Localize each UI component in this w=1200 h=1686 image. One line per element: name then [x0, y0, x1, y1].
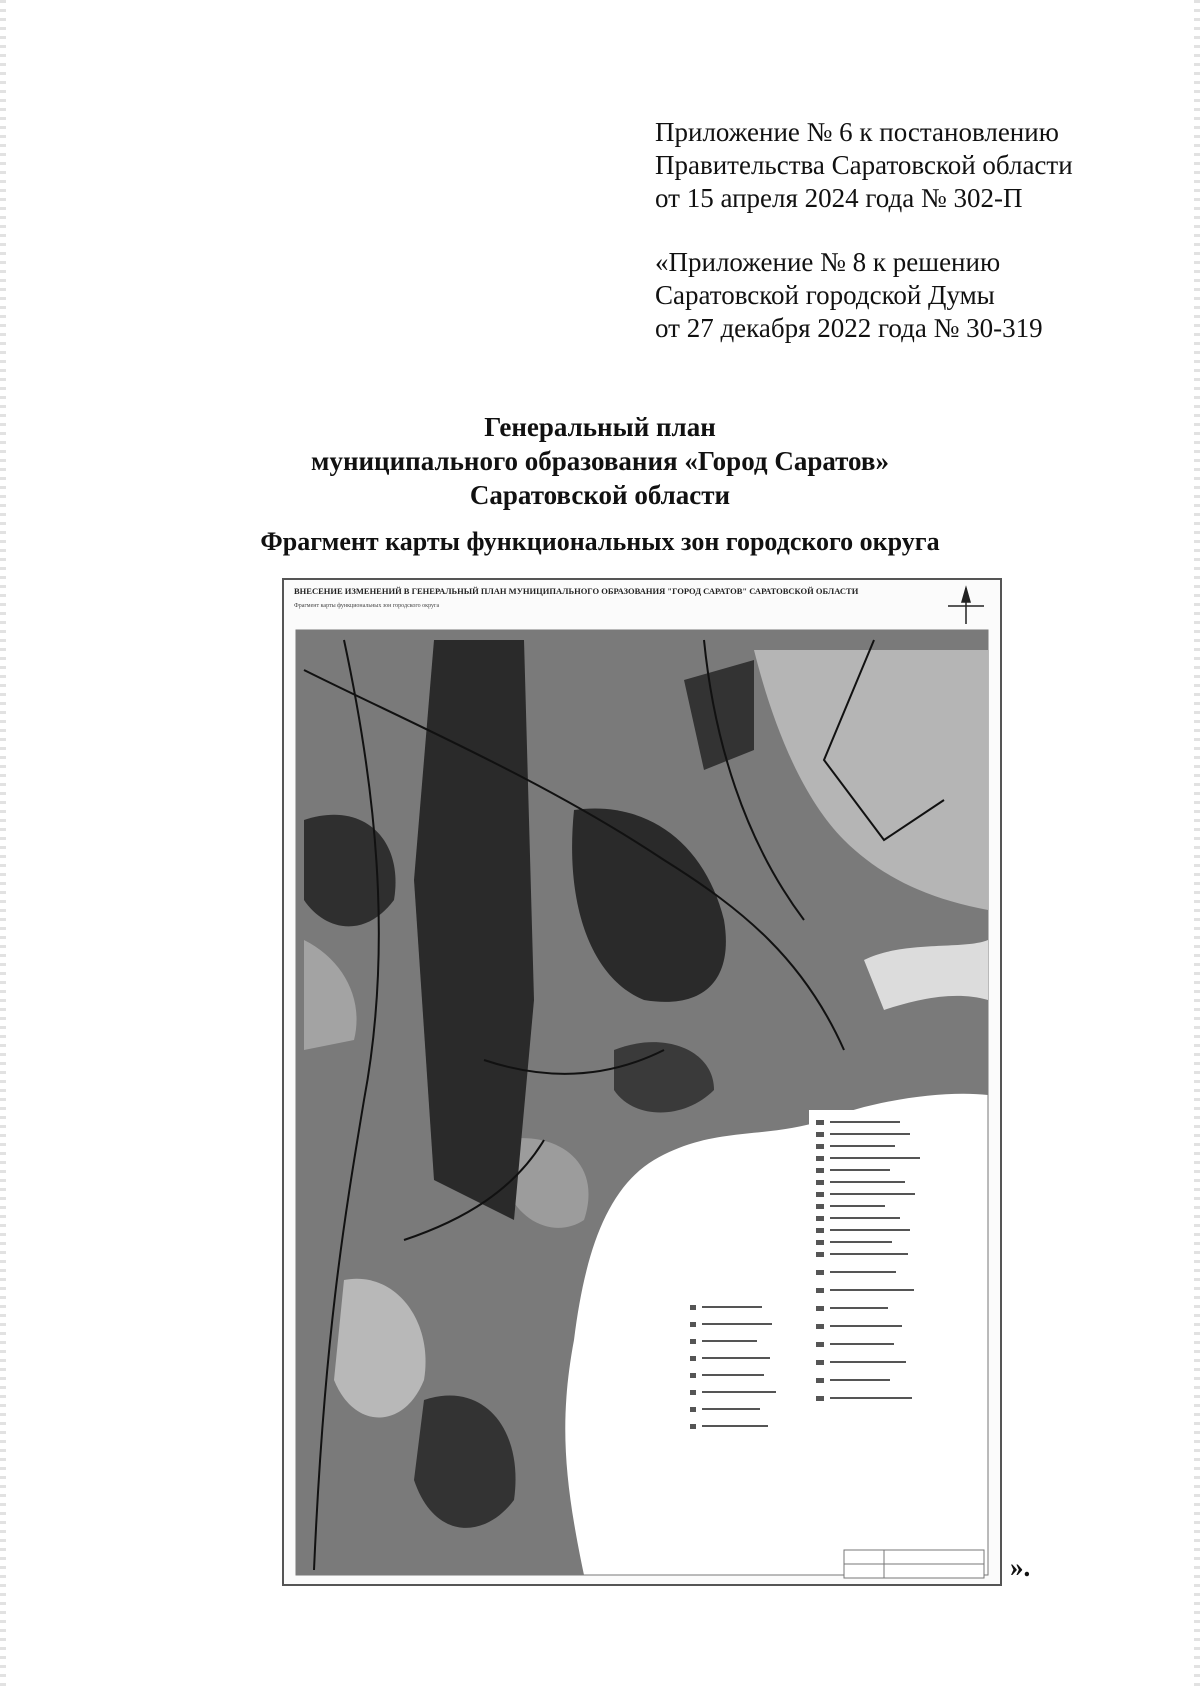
- map-drawing: [284, 580, 1000, 1584]
- title-line-1: Генеральный план: [484, 412, 716, 442]
- appendix-quoted-line-1: «Приложение № 8 к решению: [655, 247, 1001, 277]
- appendix-quoted-line-2: Саратовской городской Думы: [655, 280, 995, 310]
- document-subtitle: Фрагмент карты функциональных зон городского округа: [260, 527, 940, 556]
- map-stamp: [844, 1550, 984, 1578]
- zone-dark-1: [414, 640, 534, 1220]
- title-line-2: муниципального образования «Город Саратов»: [311, 446, 889, 476]
- title-line-3: Саратовской области: [469, 480, 731, 510]
- scan-edge-left: [0, 0, 6, 1686]
- map-header-text: ВНЕСЕНИЕ ИЗМЕНЕНИЙ В ГЕНЕРАЛЬНЫЙ ПЛАН МУНИЦИПАЛЬНОГО ОБРАЗОВАНИЯ "ГОРОД САРАТОВ" САРАТОВСКОЙ ОБЛАСТИ: [294, 586, 859, 596]
- scan-edge-right: [1194, 0, 1200, 1686]
- document-title: [0, 410, 1200, 512]
- appendix-main-line-2: Правительства Саратовской области: [655, 150, 1073, 180]
- map-subheader-text: Фрагмент карты функциональных зон городского округа: [294, 603, 440, 609]
- appendix-reference-main: [655, 116, 1073, 215]
- functional-zones-map: [282, 578, 1002, 1586]
- appendix-main-line-3: от 15 апреля 2024 года № 302-П: [655, 183, 1023, 213]
- closing-quote-mark: ».: [1010, 1552, 1031, 1582]
- appendix-quoted-line-3: от 27 декабря 2022 года № 30-319: [655, 313, 1043, 343]
- appendix-reference-quoted: [655, 246, 1043, 345]
- appendix-main-line-1: Приложение № 6 к постановлению: [655, 117, 1059, 147]
